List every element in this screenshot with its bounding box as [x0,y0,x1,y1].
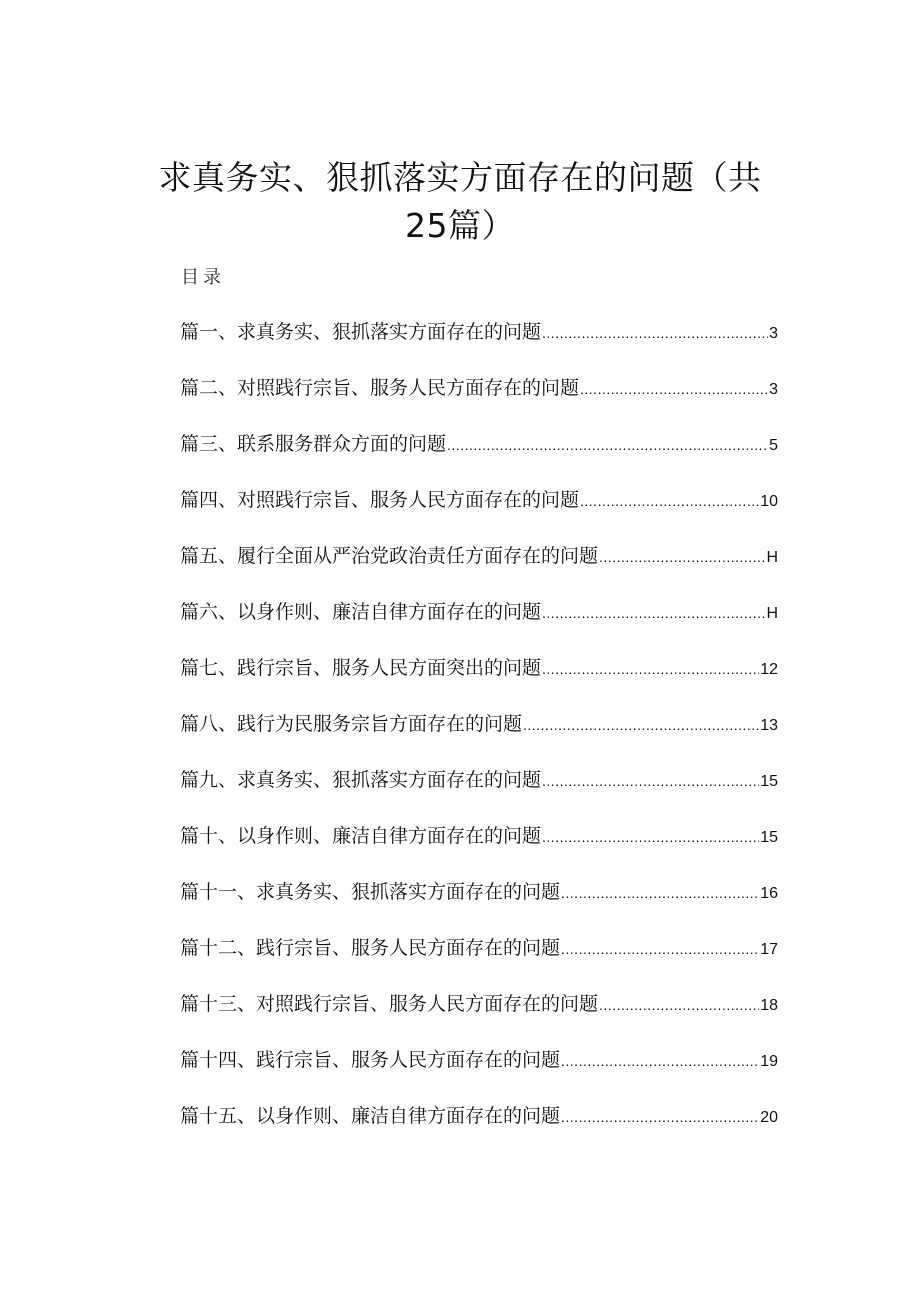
toc-entry-page-number: 12 [760,661,778,678]
toc-entry-page-number: 3 [769,325,778,342]
toc-dot-leader [542,655,759,683]
toc-entry[interactable] [180,654,778,710]
toc-entry-page-number: 13 [760,717,778,734]
toc-entry[interactable] [180,878,778,934]
toc-dot-leader [542,319,768,347]
toc-entry[interactable] [180,822,778,878]
toc-entry-label: 篇八、践行为民服务宗旨方面存在的问题 [180,713,523,735]
toc-dot-leader [561,1103,759,1131]
toc-entry[interactable] [180,598,778,654]
toc-entry-page-number: H [766,549,778,566]
toc-entry-label: 篇十、以身作则、廉洁自律方面存在的问题 [180,825,542,847]
toc-entry-label: 篇六、以身作则、廉洁自律方面存在的问题 [180,601,542,623]
toc-entry[interactable] [180,542,778,598]
toc-dot-leader [561,1047,759,1075]
toc-entry-label: 篇十四、践行宗旨、服务人民方面存在的问题 [180,1049,561,1071]
toc-dot-leader [599,991,759,1019]
toc-entry-label: 篇十三、对照践行宗旨、服务人民方面存在的问题 [180,993,599,1015]
toc-dot-leader [561,935,759,963]
toc-entry[interactable] [180,1046,778,1102]
toc-entry-label: 篇三、联系服务群众方面的问题 [180,433,447,455]
toc-entry[interactable] [180,374,778,430]
toc-dot-leader [580,487,759,515]
toc-entry-page-number: 15 [760,773,778,790]
toc-dot-leader [447,431,768,459]
toc-entry-page-number: 18 [760,997,778,1014]
toc-entry[interactable] [180,318,778,374]
toc-dot-leader [542,823,759,851]
table-of-contents [180,318,778,1158]
toc-entry[interactable] [180,766,778,822]
toc-entry-label: 篇十二、践行宗旨、服务人民方面存在的问题 [180,937,561,959]
toc-entry-page-number: 10 [760,493,778,510]
toc-entry-label: 篇五、履行全面从严治党政治责任方面存在的问题 [180,545,599,567]
toc-dot-leader [542,767,759,795]
toc-entry-label: 篇四、对照践行宗旨、服务人民方面存在的问题 [180,489,580,511]
toc-dot-leader [542,599,765,627]
toc-dot-leader [523,711,759,739]
toc-entry-page-number: 19 [760,1053,778,1070]
toc-entry-label: 篇十五、以身作则、廉洁自律方面存在的问题 [180,1105,561,1127]
toc-entry-label: 篇九、求真务实、狠抓落实方面存在的问题 [180,769,542,791]
toc-entry-page-number: 20 [760,1109,778,1126]
toc-dot-leader [580,375,768,403]
toc-entry-label: 篇二、对照践行宗旨、服务人民方面存在的问题 [180,377,580,399]
toc-entry-page-number: 16 [760,885,778,902]
toc-entry[interactable] [180,430,778,486]
toc-entry[interactable] [180,990,778,1046]
toc-entry[interactable] [180,486,778,542]
toc-entry-page-number: H [766,605,778,622]
toc-entry-page-number: 5 [769,437,778,454]
toc-entry[interactable] [180,1102,778,1158]
toc-entry[interactable] [180,710,778,766]
toc-entry-label: 篇七、践行宗旨、服务人民方面突出的问题 [180,657,542,679]
toc-entry-page-number: 15 [760,829,778,846]
toc-dot-leader [599,543,765,571]
toc-heading: 目录 [181,267,225,288]
document-title: 求真务实、狠抓落实方面存在的问题（共25篇） [158,158,762,246]
toc-entry-page-number: 3 [769,381,778,398]
toc-entry-label: 篇一、求真务实、狠抓落实方面存在的问题 [180,321,542,343]
toc-entry-label: 篇十一、求真务实、狠抓落实方面存在的问题 [180,881,561,903]
toc-entry-page-number: 17 [760,941,778,958]
toc-entry[interactable] [180,934,778,990]
toc-dot-leader [561,879,759,907]
